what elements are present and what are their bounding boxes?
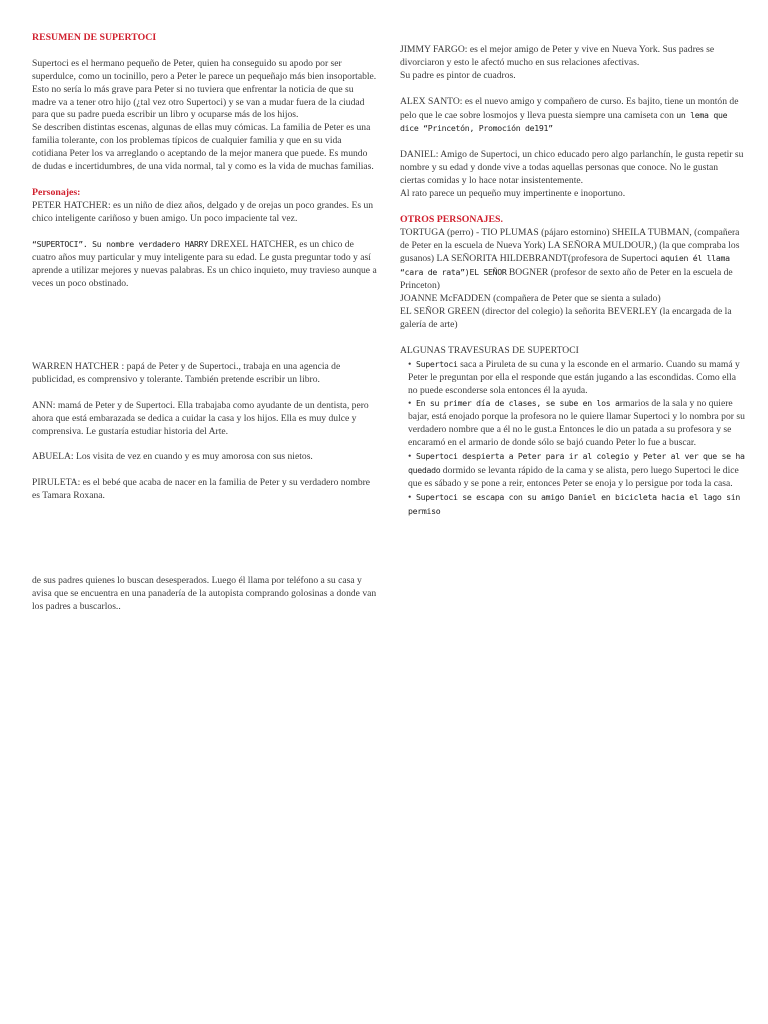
- mischief-item: [400, 358, 745, 398]
- mischief-text: rmarios de la sala y no quiere bajar, está enojado porque la profesora no le quiere llamar Supertoci y lo nombra por su verdadero nombre que a él no le gust.a Entonces le dio un patada a su profesora y se encaramó en el armario de donde sólo se bajó cuando Peter lo fue a buscar.: [408, 398, 745, 449]
- other-characters-heading: OTROS PERSONAJES.: [400, 213, 503, 225]
- alex-text: ALEX SANTO: es el nuevo amigo y compañero de curso. Es bajito, tiene un montón de pelo que le cae sobre losmojos y lleva puesta siempre una camiseta con: [400, 95, 739, 121]
- characters-heading: Personajes:: [32, 186, 81, 198]
- mischief-text: saca a Piruleta de su cuna y la esconde en el armario. Cuando su mamá y Peter le preguntan por ella el responde que están jugando a las escondidas. Como ella no puede esconderse sola entonces él la ayuda.: [408, 358, 740, 396]
- alex-mono-text: un lema que dice “Princetón, Promoción de191”: [400, 109, 728, 134]
- other-characters-list: [400, 227, 745, 294]
- mischief-item: [400, 491, 745, 519]
- mischief-item: [400, 450, 745, 491]
- left-column: [32, 32, 377, 291]
- bullet-icon: •: [408, 358, 412, 370]
- mischief-mono: En su primer día de clases, se sube en los a: [416, 398, 620, 409]
- document-title: RESUMEN DE SUPERTOCI: [32, 32, 157, 43]
- character-warren: WARREN HATCHER : papá de Peter y de Supertoci., trabaja en una agencia de publicidad, es comprensivo y tolerante. También pretende escribir un libro.: [32, 361, 341, 385]
- character-peter: PETER HATCHER: es un niño de diez años, delgado y de orejas un poco grandes. Es un chico inteligente cariñoso y buen amigo. Un poco impaciente tal vez.: [32, 199, 374, 224]
- other-characters-text: TORTUGA (perro) - TIO PLUMAS (pájaro estornino) SHEILA TUBMAN, (compañera de Peter en la escuela de Nueva York) LA SEÑORA MULDOUR,) (la que compraba los gusanos) LA SEÑORITA HILDEBRANDT(profesora de Supertoci: [400, 226, 740, 265]
- other-characters-text-2: BOGNER (profesor de sexto año de Peter en la escuela de Princeton): [400, 267, 733, 292]
- summary-paragraph-1: Supertoci es el hermano pequeño de Peter, quien ha conseguido su apodo por ser superdulce, como un tocinillo, pero a Peter le parece un pequeñajo más bien insoportable. Esto no sería lo más grave para Peter si no tuviera que enfrentar la noticia de que su madre va a tener otro hijo (¿tal vez otro Supertoci) y se van a mudar fuera de la ciudad para que su padre pueda escribir un libro y ocuparse más de los hijos.: [32, 57, 377, 121]
- bullet-icon: •: [408, 398, 412, 410]
- character-joanne: JOANNE McFADDEN (compañera de Peter que se sienta a sulado): [400, 293, 661, 305]
- character-green: EL SEÑOR GREEN (director del colegio) la señorita BEVERLEY (la encargada de la galería de arte): [400, 306, 732, 330]
- character-abuela: ABUELA: Los visita de vez en cuando y es muy amorosa con sus nietos.: [32, 451, 313, 463]
- supertoci-mono-text: “SUPERTOCI”. Su nombre verdadero HARRY: [32, 239, 208, 250]
- supertoci-text: DREXEL HATCHER, es un chico de cuatro años muy particular y muy inteligente para su edad. Le gusta preguntar todo y así aprende a utilizar mejores y nuevas palabras. Es un chico inquieto, muy travieso aunque a veces un poco obstinado.: [32, 239, 377, 290]
- character-ann: ANN: mamá de Peter y de Supertoci. Ella trabajaba como ayudante de un dentista, pero ahora que está embarazada se dedica a cuidar la casa y los hijos. Ella es muy dulce y comprensiva. Le gustaría estudiar historia del Arte.: [32, 399, 369, 437]
- bullet-icon: •: [408, 451, 412, 463]
- character-daniel: DANIEL: Amigo de Supertoci, un chico educado pero algo parlanchín, le gusta repetir su nombre y su edad y donde vive a todas aquellas personas que conoce. No le gustan ciertas comidas y lo hace notar insistentemente.: [400, 149, 744, 187]
- character-alex: [400, 96, 745, 137]
- left-column-lower: [32, 361, 377, 503]
- bullet-icon: •: [408, 491, 412, 503]
- mischief-mono: Supertoci: [416, 358, 458, 369]
- character-daniel-2: Al rato parece un pequeño muy impertinente e inoportuno.: [400, 187, 626, 199]
- character-jimmy: JIMMY FARGO: es el mejor amigo de Peter y vive en Nueva York. Sus padres se divorciaron y esto le afectó mucho en sus relaciones afectivas.: [400, 44, 715, 68]
- other-characters-mono: aquien él llama “cara de rata”)EL SEÑOR: [400, 253, 730, 278]
- summary-paragraph-2: Se describen distintas escenas, algunas de ellas muy cómicas. La familia de Peter es una familia tolerante, con los problemas típicos de cualquier familia y que en su vida cotidiana Peter los va arreglando o aceptando de la mejor manera que puede. Es mundo de dudas e incertidumbres, de una vida normal, tal y como es la vida de muchas familias.: [32, 122, 374, 173]
- mischief-heading: ALGUNAS TRAVESURAS DE SUPERTOCI: [400, 344, 579, 356]
- mischief-mono: Supertoci se escapa con su amigo Daniel en bicicleta hacia el lago sin permiso: [408, 491, 741, 516]
- mischief-text: dormido se levanta rápido de la cama y se alista, pero luego Supertoci le dice que es sábado y se pone a reir, entonces Peter se enoja y lo persigue por toda la casa.: [408, 464, 739, 489]
- continuation-paragraph: [32, 575, 377, 614]
- character-piruleta: PIRULETA: es el bebé que acaba de nacer en la familia de Peter y su verdadero nombre es Tamara Roxana.: [32, 477, 371, 502]
- right-column: [400, 44, 745, 519]
- continuation-text: de sus padres quienes lo buscan desesperados. Luego él llama por teléfono a su casa y avisa que se encuentra en una panadería de la autopista comprando golosinas a donde van los padres a buscarlos..: [32, 575, 377, 612]
- mischief-item: [400, 397, 745, 450]
- character-supertoci: [32, 238, 377, 291]
- mischief-mono: Supertoci despierta a Peter para ir al colegio y Peter al ver que se ha quedado: [408, 451, 745, 475]
- character-jimmy-father: Su padre es pintor de cuadros.: [400, 69, 516, 81]
